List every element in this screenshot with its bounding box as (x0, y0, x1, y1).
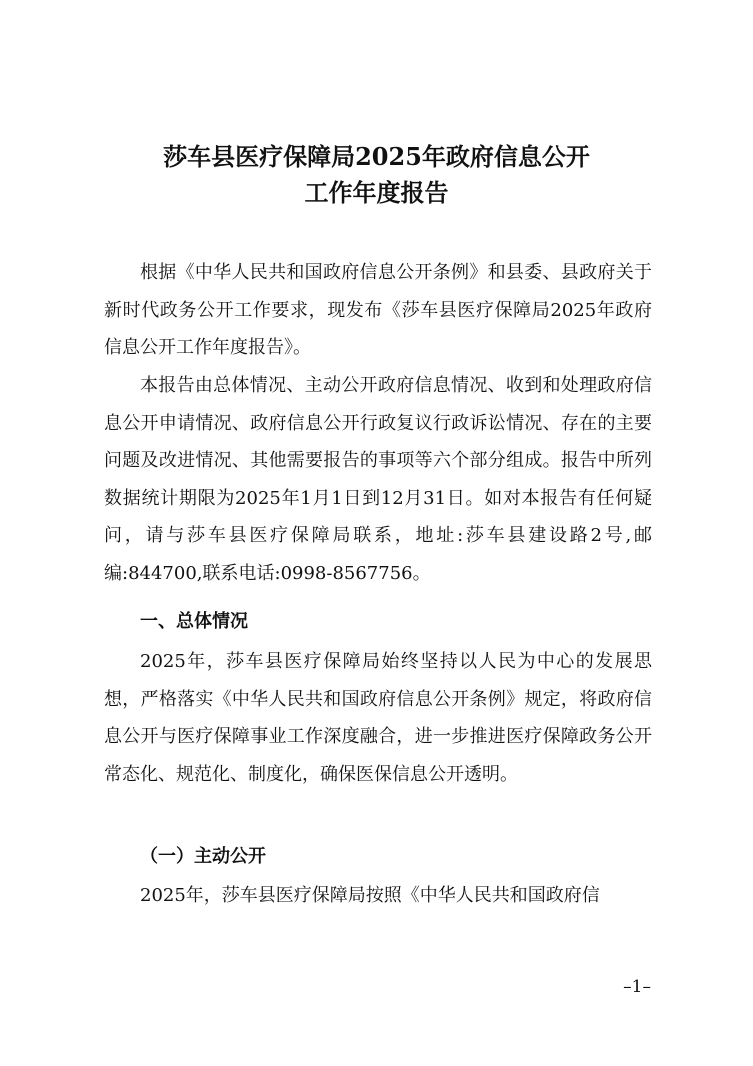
active-disclosure-paragraph: 2025年，莎车县医疗保障局按照《中华人民共和国政府信 (140, 885, 600, 906)
overview-paragraph: 2025年，莎车县医疗保障局始终坚持以人民为中心的发展思想，严格落实《中华人民共和国政府信息公开条例》规定，将政府信息公开与医疗保障事业工作深度融合，进一步推进医疗保障政务公开常态化、规范化、制度化，确保医保信息公开透明。 (104, 651, 652, 785)
intro-paragraph: 根据《中华人民共和国政府信息公开条例》和县委、县政府关于新时代政务公开工作要求，现发布《莎车县医疗保障局2025年政府信息公开工作年度报告》。 (104, 262, 652, 358)
report-scope-paragraph: 本报告由总体情况、主动公开政府信息情况、收到和处理政府信息公开申请情况、政府信息公开行政复议行政诉讼情况、存在的主要问题及改进情况、其他需要报告的事项等六个部分组成。报告中所列数据统计期限为2025年1月1日到12月31日。如对本报告有任何疑问，请与莎车县医疗保障局联系，地址:莎车县建设路2号,邮编:844700,联系电话:0998-8567756。 (104, 375, 652, 584)
section-heading-overview: 一、总体情况 (140, 611, 248, 632)
document-title-line-1: 莎车县医疗保障局2025年政府信息公开 (163, 142, 590, 171)
document-title-line-2: 工作年度报告 (304, 178, 449, 207)
subsection-heading-active-disclosure: （一）主动公开 (140, 846, 266, 867)
page-number: –1– (623, 977, 651, 997)
